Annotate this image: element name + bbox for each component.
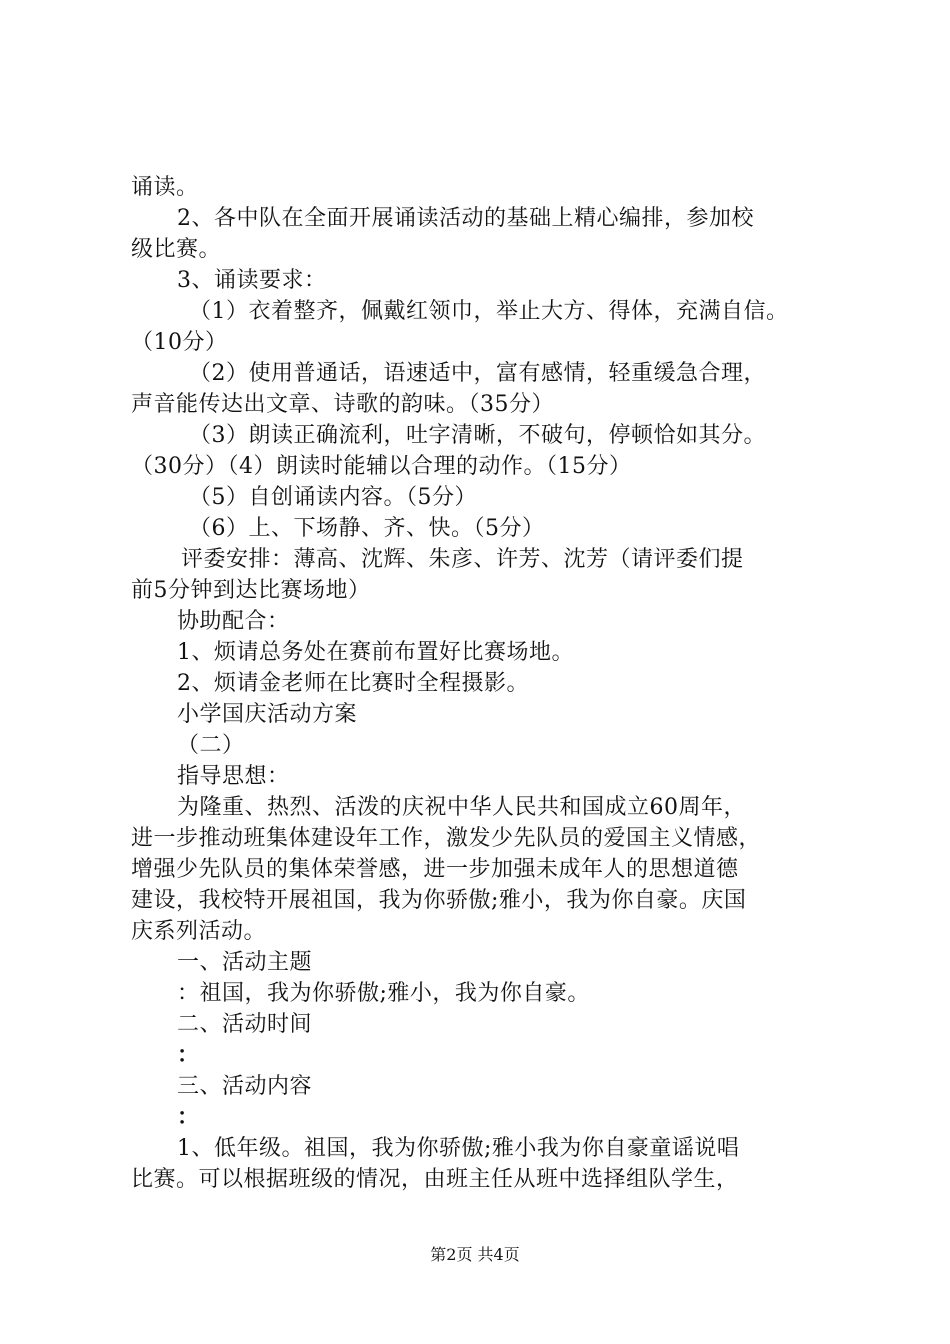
text-line: ：祖国，我为你骄傲;雅小，我为你自豪。 <box>177 981 590 1006</box>
text-line: 1、低年级。祖国，我为你骄傲;雅小我为你自豪童谣说唱 <box>177 1136 740 1161</box>
text-line: 庆系列活动。 <box>131 919 267 944</box>
section-title: 小学国庆活动方案 <box>177 702 358 727</box>
text-line: 评委安排：薄高、沈辉、朱彦、许芳、沈芳（请评委们提 <box>181 547 744 572</box>
text-line: 2、各中队在全面开展诵读活动的基础上精心编排，参加校 <box>177 206 754 231</box>
text-line: 前5分钟到达比赛场地） <box>131 578 371 603</box>
text-line: （30分）（4）朗读时能辅以合理的动作。（15分） <box>131 454 632 479</box>
text-line: 声音能传达出文章、诗歌的韵味。（35分） <box>131 392 554 417</box>
document-body <box>131 172 843 1195</box>
text-line: 为隆重、热烈、活泼的庆祝中华人民共和国成立60周年， <box>177 795 746 820</box>
text-line: 3、诵读要求： <box>177 268 327 293</box>
text-line: 协助配合： <box>177 609 290 634</box>
text-line: 进一步推动班集体建设年工作，激发少先队员的爱国主义情感， <box>131 826 762 851</box>
text-line: （5）自创诵读内容。（5分） <box>189 485 477 510</box>
section-subtitle: （二） <box>177 733 245 758</box>
text-line: 诵读。 <box>131 175 199 200</box>
text-line: 增强少先队员的集体荣誉感，进一步加强未成年人的思想道德 <box>131 857 739 882</box>
heading: 三、活动内容 <box>177 1074 313 1099</box>
text-line: 级比赛。 <box>131 237 222 262</box>
page-footer: 第2页 共4页 <box>430 1245 520 1264</box>
text-line: （3）朗读正确流利，吐字清晰，不破句，停顿恰如其分。 <box>189 423 766 448</box>
text-line: （10分） <box>131 330 228 355</box>
heading: 指导思想： <box>177 764 290 789</box>
text-line: 2、烦请金老师在比赛时全程摄影。 <box>177 671 529 696</box>
text-line: （1）衣着整齐，佩戴红领巾，举止大方、得体，充满自信。 <box>189 299 789 324</box>
text-line: 1、烦请总务处在赛前布置好比赛场地。 <box>177 640 574 665</box>
text-line: 建设，我校特开展祖国，我为你骄傲;雅小，我为你自豪。庆国 <box>131 888 747 913</box>
text-line: （6）上、下场静、齐、快。（5分） <box>189 516 545 541</box>
text-line: 比赛。可以根据班级的情况，由班主任从班中选择组队学生， <box>131 1167 739 1192</box>
text-line: ： <box>177 1104 200 1130</box>
heading: 一、活动主题 <box>177 950 313 975</box>
text-line: （2）使用普通话，语速适中，富有感情，轻重缓急合理， <box>189 361 766 386</box>
heading: 二、活动时间 <box>177 1012 313 1037</box>
text-line: ： <box>177 1042 200 1068</box>
